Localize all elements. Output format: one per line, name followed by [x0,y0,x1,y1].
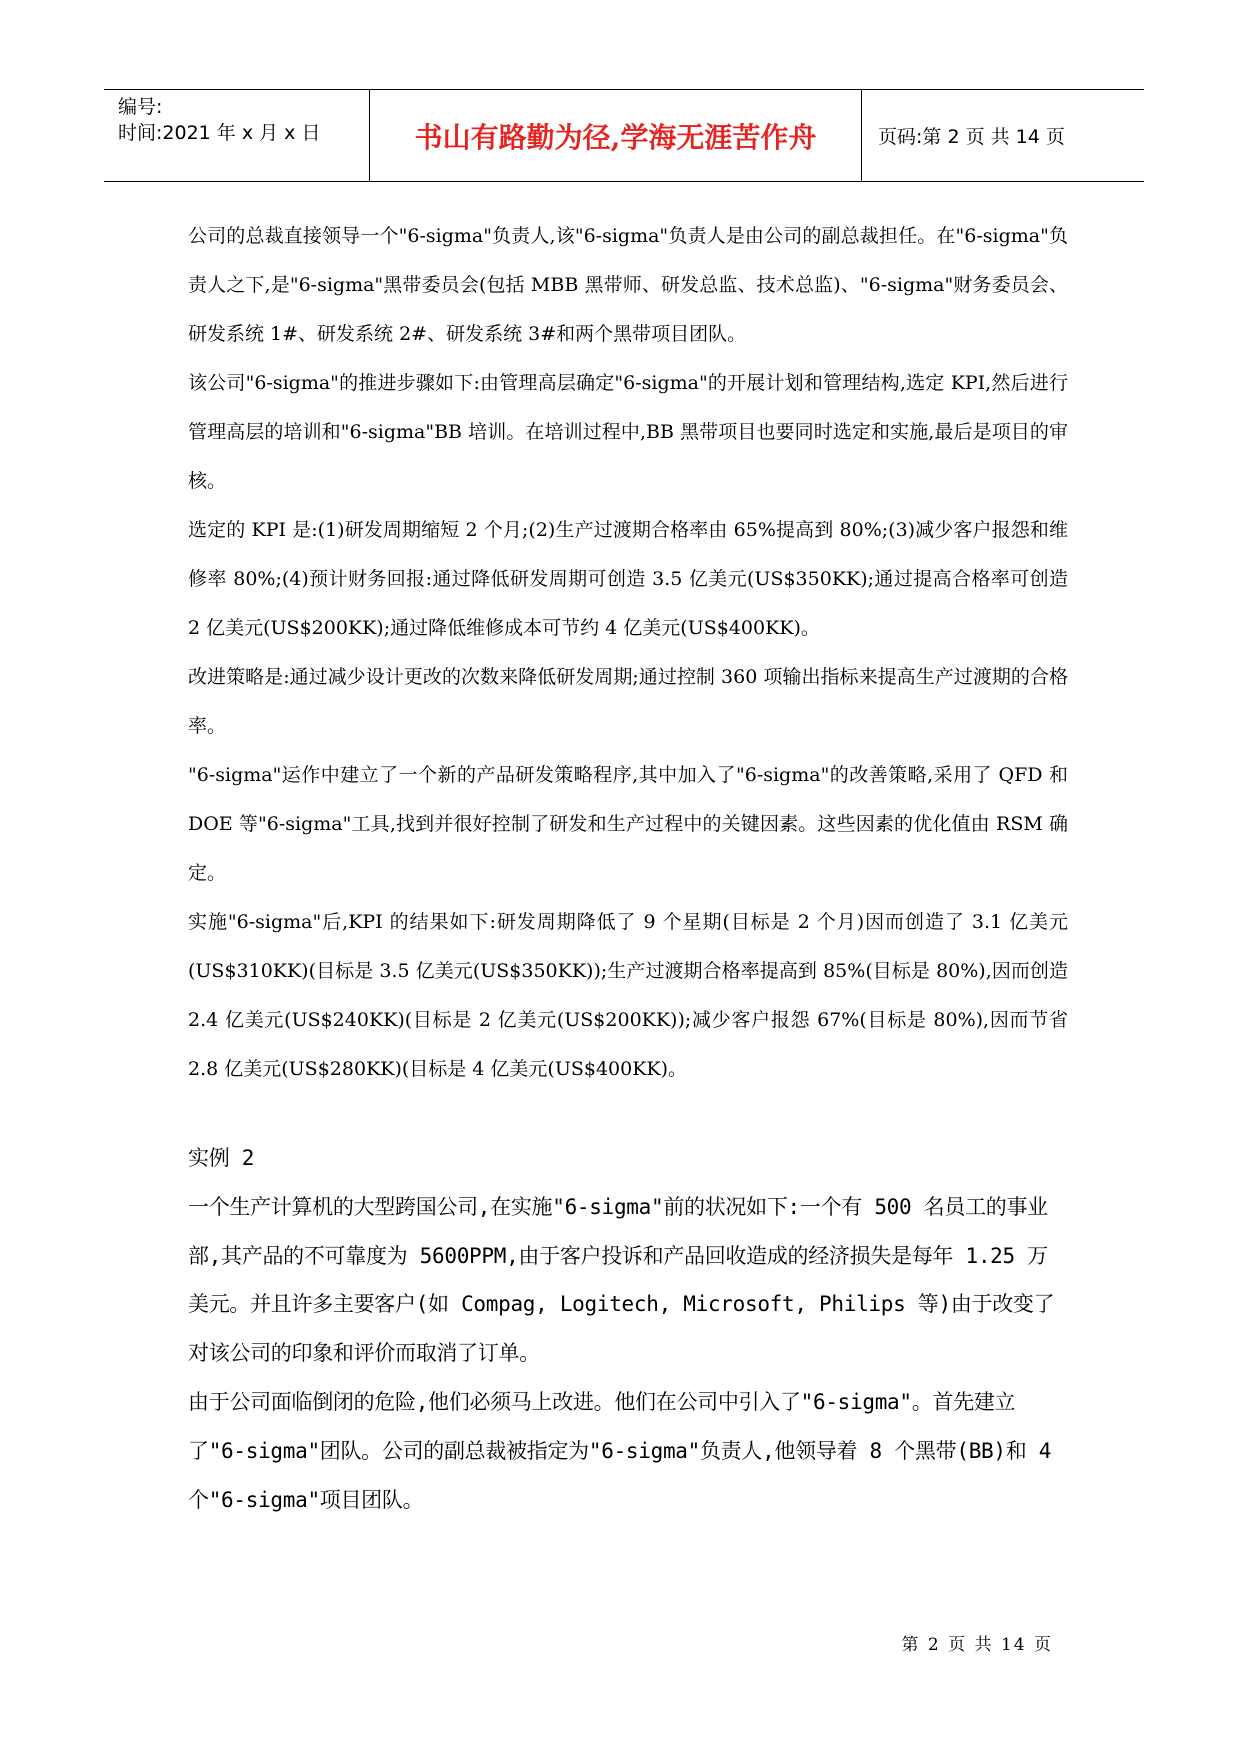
page-footer: 第 2 页 共 14 页 [901,1635,1053,1655]
header-meta [118,90,368,181]
document-time-label: 时间:2021 年 x 月 x 日 [118,122,321,144]
section-paragraph: 由于公司面临倒闭的危险,他们必须马上改进。他们在公司中引入了"6-sigma"。首先建立了"6-sigma"团队。公司的副总裁被指定为"6-sigma"负责人,他领导着 8 个黑带(BB)和 4 个"6-sigma"项目团队。 [188,1389,1052,1512]
body-paragraph: "6-sigma"运作中建立了一个新的产品研发策略程序,其中加入了"6-sigma"的改善策略,采用了 QFD 和 DOE 等"6-sigma"工具,找到并很好控制了研发和生产过程中的关键因素。这些因素的优化值由 RSM 确定。 [188,764,1068,884]
body-paragraph: 该公司"6-sigma"的推进步骤如下:由管理高层确定"6-sigma"的开展计划和管理结构,选定 KPI,然后进行管理高层的培训和"6-sigma"BB 培训。在培训过程中,BB 黑带项目也要同时选定和实施,最后是项目的审核。 [188,372,1068,492]
header-motto: 书山有路勤为径,学海无涯苦作舟 [369,90,862,181]
body-paragraph: 公司的总裁直接领导一个"6-sigma"负责人,该"6-sigma"负责人是由公司的副总裁担任。在"6-sigma"负责人之下,是"6-sigma"黑带委员会(包括 MBB 黑带师、研发总监、技术总监)、"6-sigma"财务委员会、研发系统 1#、研发系统 2#、研发系统 3#和两个黑带项目团队。 [188,225,1068,345]
body-paragraph: 改进策略是:通过减少设计更改的次数来降低研发周期;通过控制 360 项输出指标来提高生产过渡期的合格率。 [188,666,1068,737]
body-paragraph: 实施"6-sigma"后,KPI 的结果如下:研发周期降低了 9 个星期(目标是 2 个月)因而创造了 3.1 亿美元(US$310KK)(目标是 3.5 亿美元(US$350KK));生产过渡期合格率提高到 85%(目标是 80%),因而创造 2.4 亿美元(US$240KK)(目标是 2 亿美元(US$200KK));减少客户报怨 67%(目标是 80%),因而节省 2.8 亿美元(US$280KK)(目标是 4 亿美元(US$400KK)。 [188,911,1068,1080]
section-title: 实例 2 [188,1146,255,1170]
body-paragraph: 选定的 KPI 是:(1)研发周期缩短 2 个月;(2)生产过渡期合格率由 65%提高到 80%;(3)减少客户报怨和维修率 80%;(4)预计财务回报:通过降低研发周期可创造 3.5 亿美元(US$350KK);通过提高合格率可创造 2 亿美元(US$200KK);通过降低维修成本可节约 4 亿美元(US$400KK)。 [188,519,1068,639]
section-paragraph: 一个生产计算机的大型跨国公司,在实施"6-sigma"前的状况如下:一个有 500 名员工的事业部,其产品的不可靠度为 5600PPM,由于客户投诉和产品回收造成的经济损失是每年 1.25 万美元。并且许多主要客户(如 Compag, Logitech, Microsoft, Philips 等)由于改变了对该公司的印象和评价而取消了订单。 [188,1194,1055,1366]
page-header [104,89,1144,182]
document-number-label: 编号: [118,96,163,118]
document-body [188,212,1068,1524]
header-page-number: 页码:第 2 页 共 14 页 [878,126,1065,148]
